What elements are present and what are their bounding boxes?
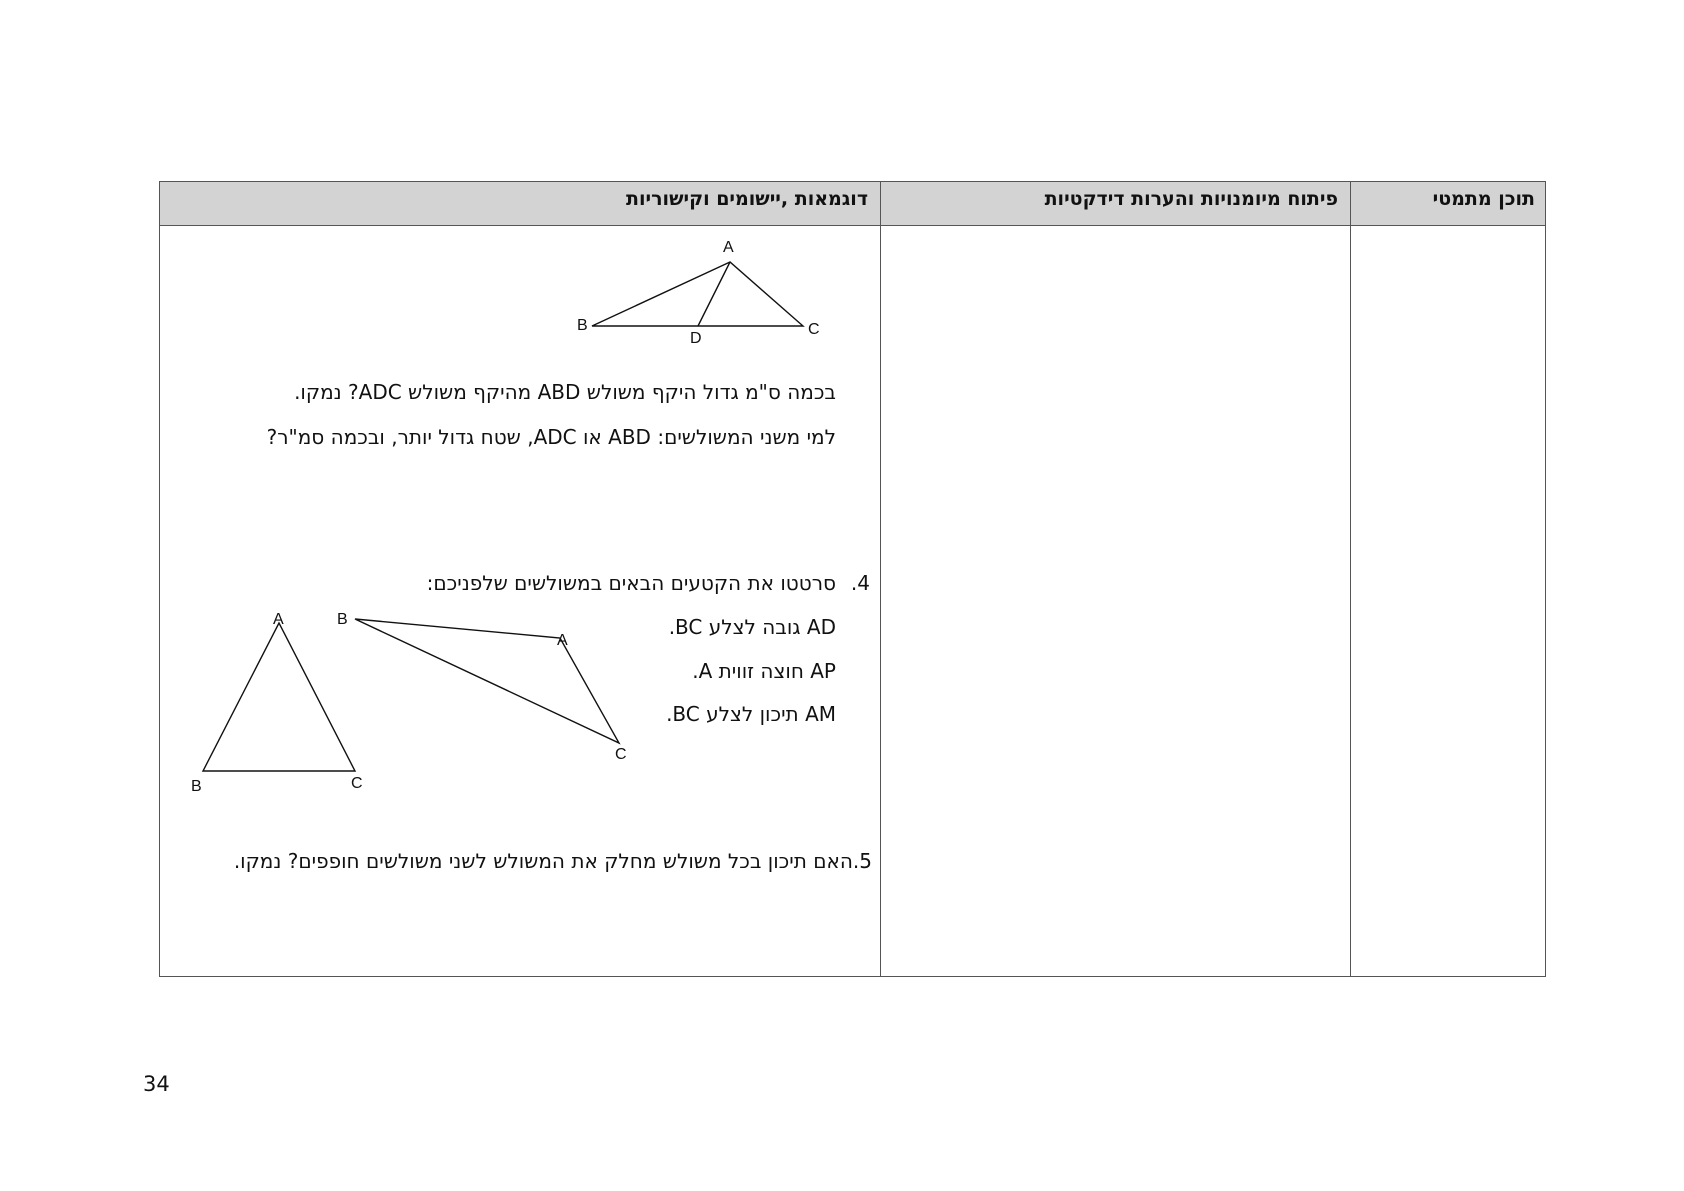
label-a: A (723, 239, 734, 256)
question-4-item: AP חוצה זווית A. (692, 659, 836, 683)
label-a: A (273, 611, 284, 628)
label-d: D (690, 330, 702, 347)
question-4-title: סרטטו את הקטעים הבאים במשולשים שלפניכם: (426, 571, 836, 595)
label-b: B (337, 611, 348, 628)
page-number: 34 (143, 1072, 170, 1096)
label-b: B (191, 778, 202, 795)
question-5: 5.האם תיכון בכל משולש מחלק את המשולש לשני משולשים חופפים? נמקו. (233, 849, 872, 873)
label-c: C (808, 321, 820, 338)
header-examples: דוגמאות ,יישומים וקישוריות (626, 188, 868, 210)
question-perimeter: בכמה ס"מ גדול היקף משולש ABD מהיקף משולש ADC? נמקו. (294, 380, 836, 404)
label-a: A (557, 632, 568, 649)
question-4-item: AD גובה לצלע BC. (668, 615, 836, 639)
header-math-content: תוכן מתמטי (1432, 188, 1535, 210)
question-area: למי משני המשולשים: ABD או ADC, שטח גדול יותר, ובכמה סמ"ר? (266, 425, 836, 449)
question-4-number: 4. (850, 571, 870, 595)
label-c: C (615, 746, 627, 763)
label-c: C (351, 775, 363, 792)
question-4-item: AM תיכון לצלע BC. (666, 702, 836, 726)
header-skills: פיתוח מיומנויות והערות דידקטיות (1044, 188, 1338, 210)
label-b: B (577, 317, 588, 334)
acute-triangle-outline (203, 623, 355, 771)
